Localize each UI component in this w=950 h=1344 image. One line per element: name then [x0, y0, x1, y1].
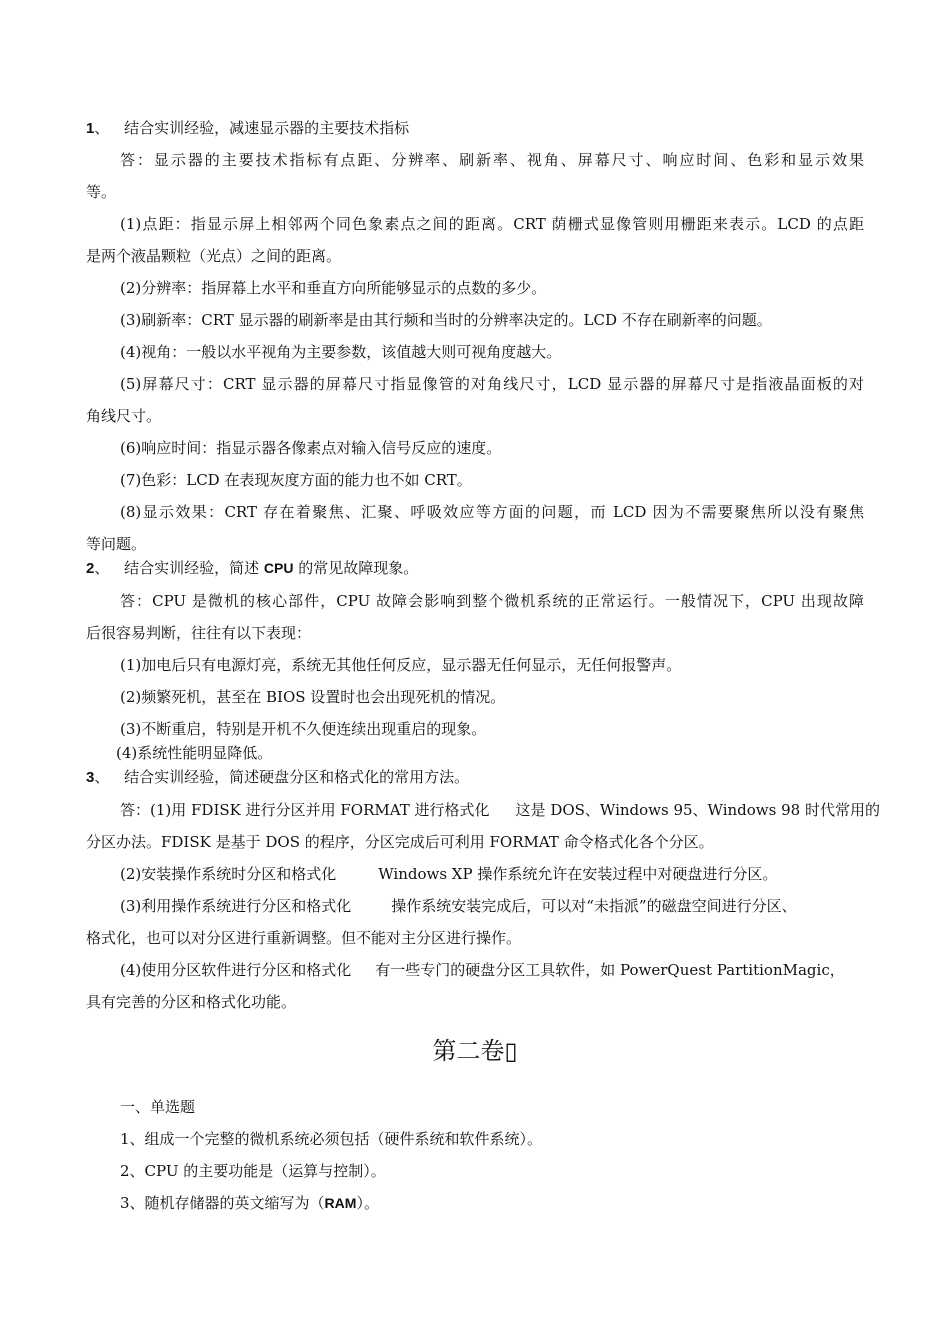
- list-item-continued: 具有完善的分区和格式化功能。: [86, 993, 297, 1011]
- method-text: Windows XP 操作系统允许在安装过程中对硬盘进行分区。: [378, 865, 778, 883]
- list-item: (2)分辨率：指屏幕上水平和垂直方向所能够显示的点数的多少。: [120, 279, 547, 297]
- question-text: [124, 559, 418, 577]
- answer-line: 后很容易判断，往往有以下表现：: [86, 624, 312, 642]
- list-item-continued: 格式化，也可以对分区进行重新调整。但不能对主分区进行操作。: [86, 929, 522, 947]
- answer-line: 答：CPU 是微机的核心部件，CPU 故障会影响到整个微机系统的正常运行。一般情况下，CPU 出现故障: [120, 592, 864, 610]
- list-item: (6)响应时间：指显示器各像素点对输入信号反应的速度。: [120, 439, 502, 457]
- separator: 、: [94, 119, 110, 137]
- list-item: (2)频繁死机，甚至在 BIOS 设置时也会出现死机的情况。: [120, 688, 506, 706]
- separator: 、: [94, 768, 110, 786]
- method-heading: (4)使用分区软件进行分区和格式化: [120, 961, 352, 979]
- list-item: (1)点距：指显示屏上相邻两个同色象素点之间的距离。CRT 荫栅式显像管则用栅距来表示。LCD 的点距: [120, 215, 864, 233]
- method-text: 这是 DOS、Windows 95、Windows 98 时代常用的: [515, 801, 880, 819]
- part-heading: 一、单选题: [120, 1098, 196, 1116]
- method-text: 有一些专门的硬盘分区工具软件，如 PowerQuest PartitionMagic，: [375, 961, 845, 979]
- list-item-continued: 等问题。: [86, 535, 147, 553]
- list-item: [120, 896, 797, 916]
- list-item-continued: 是两个液晶颗粒（光点）之间的距离。: [86, 247, 342, 265]
- list-item: (5)屏幕尺寸：CRT 显示器的屏幕尺寸指显像管的对角线尺寸，LCD 显示器的屏幕尺寸是指液晶面板的对: [120, 375, 864, 393]
- method-heading: (2)安装操作系统时分区和格式化: [120, 865, 337, 883]
- answer-line: 等。: [86, 183, 117, 201]
- question-text-post: ）。: [356, 1194, 379, 1212]
- single-choice-question: 1、组成一个完整的微机系统必须包括（硬件系统和软件系统）。: [120, 1130, 543, 1148]
- question-number: 1: [86, 120, 95, 137]
- list-item: (4)视角：一般以水平视角为主要参数，该值越大则可视角度越大。: [120, 343, 562, 361]
- question-number: 2: [86, 560, 95, 577]
- question-text-post: 的常见故障现象。: [293, 559, 419, 577]
- single-choice-question: 2、CPU 的主要功能是（运算与控制）。: [120, 1162, 386, 1180]
- single-choice-question: [120, 1193, 379, 1213]
- question-text-pre: 结合实训经验，简述: [124, 559, 264, 577]
- section-title: 第二卷▯: [432, 1037, 518, 1065]
- question-text: 结合实训经验，减速显示器的主要技术指标: [124, 119, 410, 137]
- question-2: [86, 558, 418, 579]
- question-number: 3: [86, 769, 95, 786]
- list-item: (1)加电后只有电源灯亮，系统无其他任何反应，显示器无任何显示，无任何报警声。: [120, 656, 682, 674]
- list-item: (7)色彩：LCD 在表现灰度方面的能力也不如 CRT。: [120, 471, 472, 489]
- separator: 、: [94, 559, 110, 577]
- question-text: 结合实训经验，简述硬盘分区和格式化的常用方法。: [124, 768, 470, 786]
- list-item-continued: 分区办法。FDISK 是基于 DOS 的程序，分区完成后可利用 FORMAT 命令格式化各个分区。: [86, 833, 714, 851]
- list-item: (3)不断重启，特别是开机不久便连续出现重启的现象。: [120, 720, 487, 738]
- list-item: [120, 800, 880, 820]
- method-heading: 答：(1)用 FDISK 进行分区并用 FORMAT 进行格式化: [120, 801, 490, 819]
- list-item: (8)显示效果：CRT 存在着聚焦、汇聚、呼吸效应等方面的问题，而 LCD 因为不需要聚焦所以没有聚焦: [120, 503, 864, 521]
- method-text: 操作系统安装完成后，可以对“未指派”的磁盘空间进行分区、: [391, 897, 797, 915]
- answer-line: 答：显示器的主要技术指标有点距、分辨率、刷新率、视角、屏幕尺寸、响应时间、色彩和显示效果: [120, 151, 864, 169]
- question-answer-bold: RAM: [324, 1195, 357, 1211]
- list-item: (3)刷新率：CRT 显示器的刷新率是由其行频和当时的分辨率决定的。LCD 不存在刷新率的问题。: [120, 311, 772, 329]
- question-3: [86, 767, 469, 788]
- method-heading: (3)利用操作系统进行分区和格式化: [120, 897, 352, 915]
- list-item: (4)系统性能明显降低。: [116, 744, 273, 762]
- list-item-continued: 角线尺寸。: [86, 407, 162, 425]
- question-text-bold: CPU: [263, 560, 294, 576]
- list-item: [120, 960, 845, 980]
- list-item: [120, 864, 777, 884]
- question-1: [86, 118, 409, 139]
- question-text-pre: 3、随机存储器的英文缩写为（: [120, 1194, 325, 1212]
